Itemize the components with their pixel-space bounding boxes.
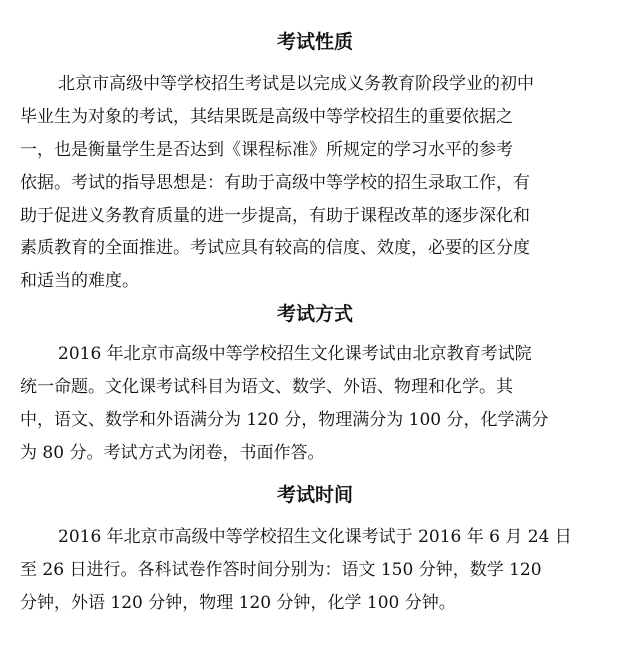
paragraph-line: 中，语文、数学和外语满分为 120 分，物理满分为 100 分，化学满分 (20, 410, 549, 430)
paragraph-line: 分钟，外语 120 分钟，物理 120 分钟，化学 100 分钟。 (20, 593, 456, 613)
paragraph-line: 助于促进义务教育质量的进一步提高，有助于课程改革的逐步深化和 (20, 206, 530, 226)
paragraph-line: 为 80 分。考试方式为闭卷，书面作答。 (20, 443, 325, 463)
paragraph-line: 一，也是衡量学生是否达到《课程标准》所规定的学习水平的参考 (20, 140, 513, 160)
paragraph-line: 至 26 日进行。各科试卷作答时间分别为：语文 150 分钟，数学 120 (20, 560, 542, 580)
paragraph-line: 2016 年北京市高级中等学校招生文化课考试由北京教育考试院 (58, 344, 532, 364)
paragraph-line: 毕业生为对象的考试，其结果既是高级中等学校招生的重要依据之 (20, 107, 513, 127)
paragraph-line: 依据。考试的指导思想是：有助于高级中等学校的招生录取工作，有 (20, 173, 530, 193)
paragraph-line: 北京市高级中等学校招生考试是以完成义务教育阶段学业的初中 (58, 74, 534, 94)
paragraph-line: 2016 年北京市高级中等学校招生文化课考试于 2016 年 6 月 24 日 (58, 527, 572, 547)
section-heading-time: 考试时间 (276, 484, 353, 506)
paragraph-line: 和适当的难度。 (20, 271, 139, 291)
section-heading-method: 考试方式 (276, 303, 353, 325)
paragraph-line: 统一命题。文化课考试科目为语文、数学、外语、物理和化学。其 (20, 377, 513, 397)
section-heading-nature: 考试性质 (276, 31, 353, 53)
paragraph-line: 素质教育的全面推进。考试应具有较高的信度、效度，必要的区分度 (20, 238, 530, 258)
